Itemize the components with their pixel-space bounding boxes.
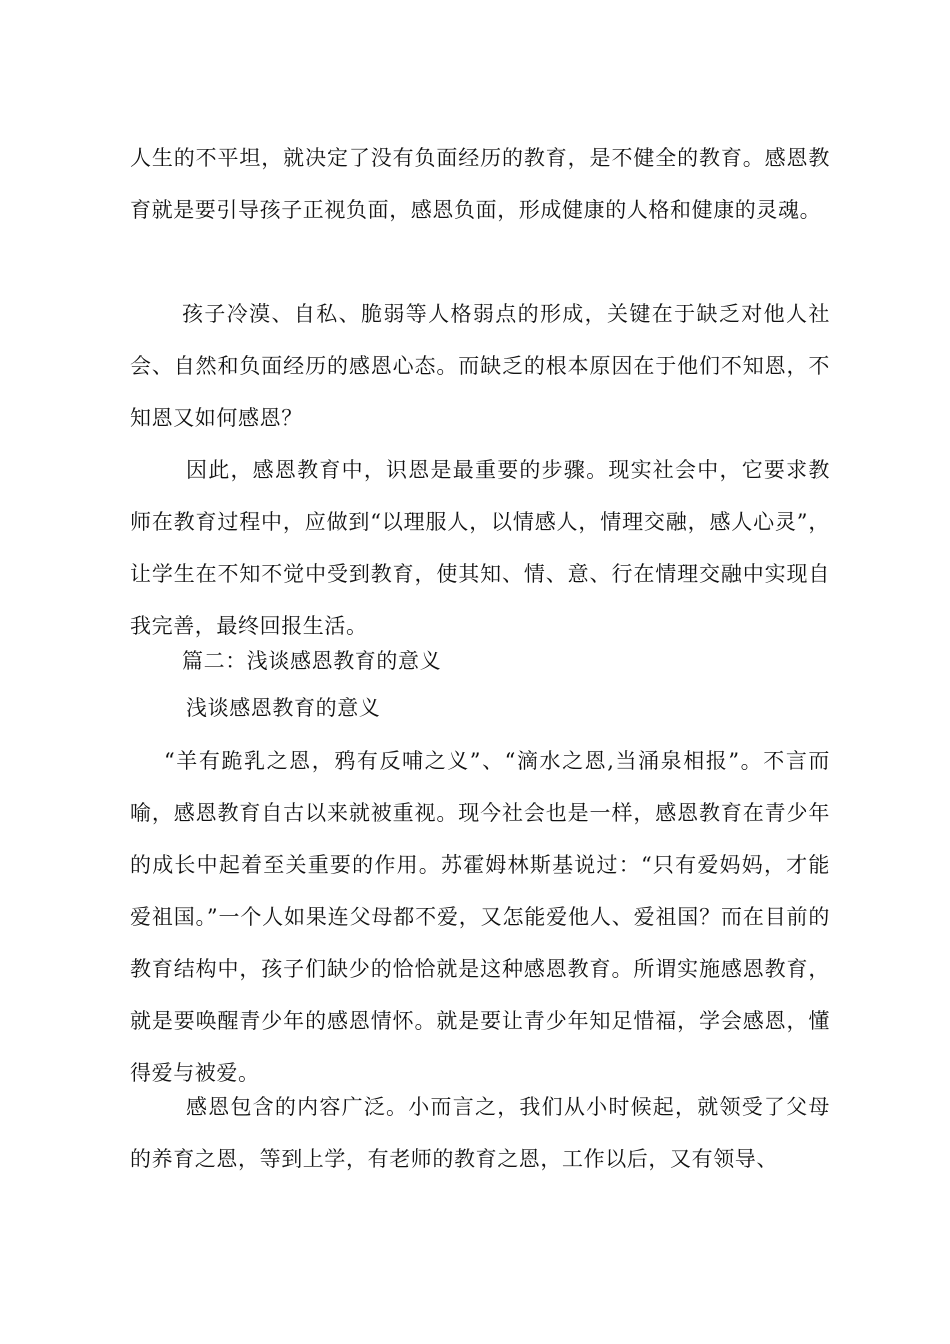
paragraph-personality-weakness: 孩子冷漠、自私、脆弱等人格弱点的形成，关键在于缺乏对他人社会、自然和负面经历的感恩心态。而缺乏的根本原因在于他们不知恩，不知恩又如何感恩？ (130, 302, 830, 430)
paragraph-negative-experience: 人生的不平坦，就决定了没有负面经历的教育，是不健全的教育。感恩教育就是要引导孩子正视负面，感恩负面，形成健康的人格和健康的灵魂。 (130, 146, 830, 222)
paragraph-recognizing-kindness: 因此，感恩教育中，识恩是最重要的步骤。现实社会中，它要求教师在教育过程中，应做到“以理服人，以情感人，情理交融，感人心灵”，让学生在不知不觉中受到教育，使其知、情、意、行在情理交融中实现自我完善，最终回报生活。 (130, 458, 830, 638)
section-heading: 篇二：浅谈感恩教育的意义 (182, 649, 442, 673)
article-title: 浅谈感恩教育的意义 (186, 696, 381, 720)
paragraph-gratitude-scope: 感恩包含的内容广泛。小而言之，我们从小时候起，就领受了父母的养育之恩，等到上学，有老师的教育之恩，工作以后，又有领导、 (130, 1095, 830, 1171)
paragraph-gratitude-meaning: “羊有跪乳之恩，鸦有反哺之义”、“滴水之恩,当涌泉相报”。不言而喻，感恩教育自古以来就被重视。现今社会也是一样，感恩教育在青少年的成长中起着至关重要的作用。苏霍姆林斯基说过：“只有爱妈妈，才能爱祖国。”一个人如果连父母都不爱，又怎能爱他人、爱祖国？而在目前的教育结构中，孩子们缺少的恰恰就是这种感恩教育。所谓实施感恩教育，就是要唤醒青少年的感恩情怀。就是要让青少年知足惜福，学会感恩，懂得爱与被爱。 (130, 749, 830, 1085)
